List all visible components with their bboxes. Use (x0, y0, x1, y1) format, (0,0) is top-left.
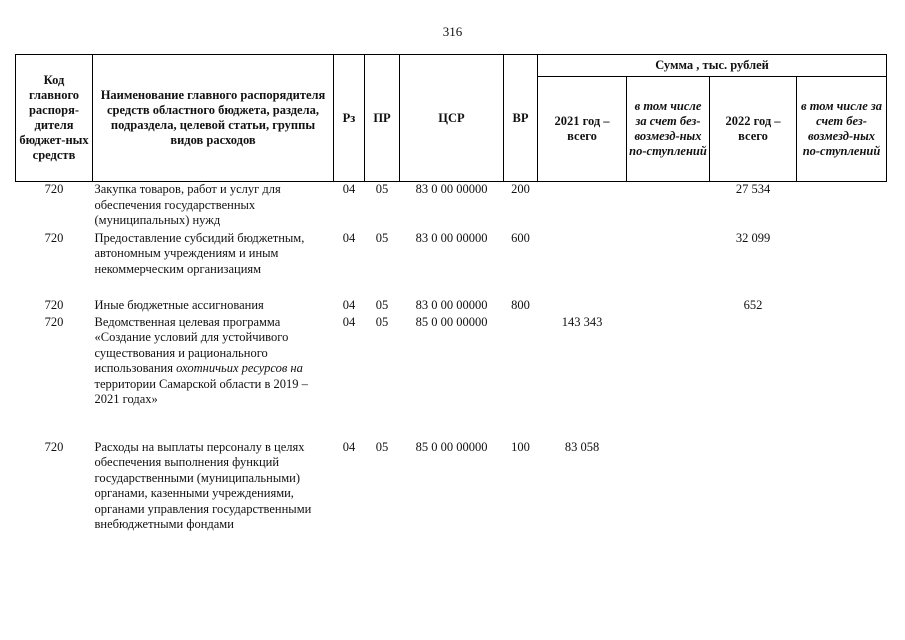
table-row (16, 182, 887, 231)
cell-name-italic-part: охотничьих ресурсов на (176, 361, 303, 375)
cell-pr: 05 (375, 314, 389, 329)
header-pr: ПР (365, 55, 400, 182)
cell-pr: 05 (375, 230, 389, 245)
cell-code: 720 (16, 182, 93, 231)
cell-csr: 83 0 00 00000 (415, 230, 488, 245)
table-header (16, 55, 887, 182)
cell-code: 720 (44, 230, 64, 245)
cell-rz: 04 (342, 230, 356, 245)
header-rz: Рз (334, 55, 365, 182)
cell-rz: 04 (342, 314, 356, 329)
cell-csr: 83 0 00 00000 (400, 182, 504, 231)
cell-name: Предоставление субсидий бюджетным, автономным учреждениям и иным некоммерческим организациям (94, 230, 305, 276)
header-2022-free: в том числе за счет без-возмезд-ных по-ступлений (797, 77, 887, 182)
cell-2021-total (538, 298, 627, 315)
cell-2021-total (538, 231, 627, 298)
cell-vr: 600 (511, 230, 530, 245)
cell-2021-free (627, 182, 710, 231)
cell-csr: 85 0 00 00000 (415, 314, 488, 329)
cell-2022-total (710, 440, 797, 580)
cell-2021-total: 83 058 (564, 439, 600, 454)
table-body (16, 182, 887, 580)
header-2021-free: в том числе за счет без-возмезд-ных по-ступлений (627, 77, 710, 182)
cell-2022-total: 27 534 (710, 182, 797, 231)
cell-name (93, 315, 334, 440)
cell-pr: 05 (375, 297, 389, 312)
cell-2021-free (627, 231, 710, 298)
cell-csr: 83 0 00 00000 (415, 297, 488, 312)
cell-2022-free (797, 298, 887, 315)
cell-vr: 100 (511, 439, 530, 454)
header-sum: Сумма , тыс. рублей (538, 55, 887, 77)
cell-name-part: территории Самарской области в 2019 – 2021 годах» (94, 376, 308, 406)
budget-table (15, 54, 887, 580)
cell-pr: 05 (375, 439, 389, 454)
cell-2022-total: 32 099 (735, 230, 771, 245)
page-number: 316 (442, 24, 463, 39)
cell-rz: 04 (342, 439, 356, 454)
header-vr: ВР (504, 55, 538, 182)
cell-2022-total: 652 (743, 297, 763, 312)
cell-2022-free (797, 315, 887, 440)
cell-2021-total (538, 182, 627, 231)
cell-name: Иные бюджетные ассигнования (94, 297, 264, 312)
cell-code: 720 (44, 314, 64, 329)
header-name: Наименование главного распорядителя средств областного бюджета, раздела, подраздела, целевой статьи, группы видов расходов (93, 55, 334, 182)
header-2021-total: 2021 год – всего (538, 77, 627, 182)
cell-vr (504, 315, 538, 440)
table-row (16, 440, 887, 580)
cell-name: Расходы на выплаты персоналу в целях обеспечения выполнения функций государственными (муниципальными) органами, казенными учреждениями, органами управления государственными внебюджетными фондами (94, 439, 312, 531)
cell-vr: 800 (511, 297, 530, 312)
table-row (16, 298, 887, 315)
header-2022-total: 2022 год – всего (710, 77, 797, 182)
cell-2021-free (627, 298, 710, 315)
cell-code: 720 (44, 439, 64, 454)
cell-2022-free (797, 182, 887, 231)
cell-2021-total: 143 343 (561, 314, 603, 329)
cell-2021-free (627, 440, 710, 580)
cell-vr: 200 (504, 182, 538, 231)
cell-2022-free (797, 231, 887, 298)
table-row (16, 315, 887, 440)
cell-rz: 04 (342, 297, 356, 312)
header-csr: ЦСР (400, 55, 504, 182)
cell-2021-free (627, 315, 710, 440)
cell-name: Закупка товаров, работ и услуг для обеспечения государственных (муниципальных) нужд (93, 182, 334, 231)
cell-csr: 85 0 00 00000 (415, 439, 488, 454)
header-code: Код главного распоря-дителя бюджет-ных средств (16, 55, 93, 182)
cell-pr: 05 (365, 182, 400, 231)
table-row (16, 231, 887, 298)
cell-2022-total (710, 315, 797, 440)
cell-code: 720 (44, 297, 64, 312)
cell-rz: 04 (334, 182, 365, 231)
cell-name-part: Ведомственная целевая программа «Создание условий для устойчивого существования и рационального использования (94, 314, 289, 375)
cell-2022-free (797, 440, 887, 580)
